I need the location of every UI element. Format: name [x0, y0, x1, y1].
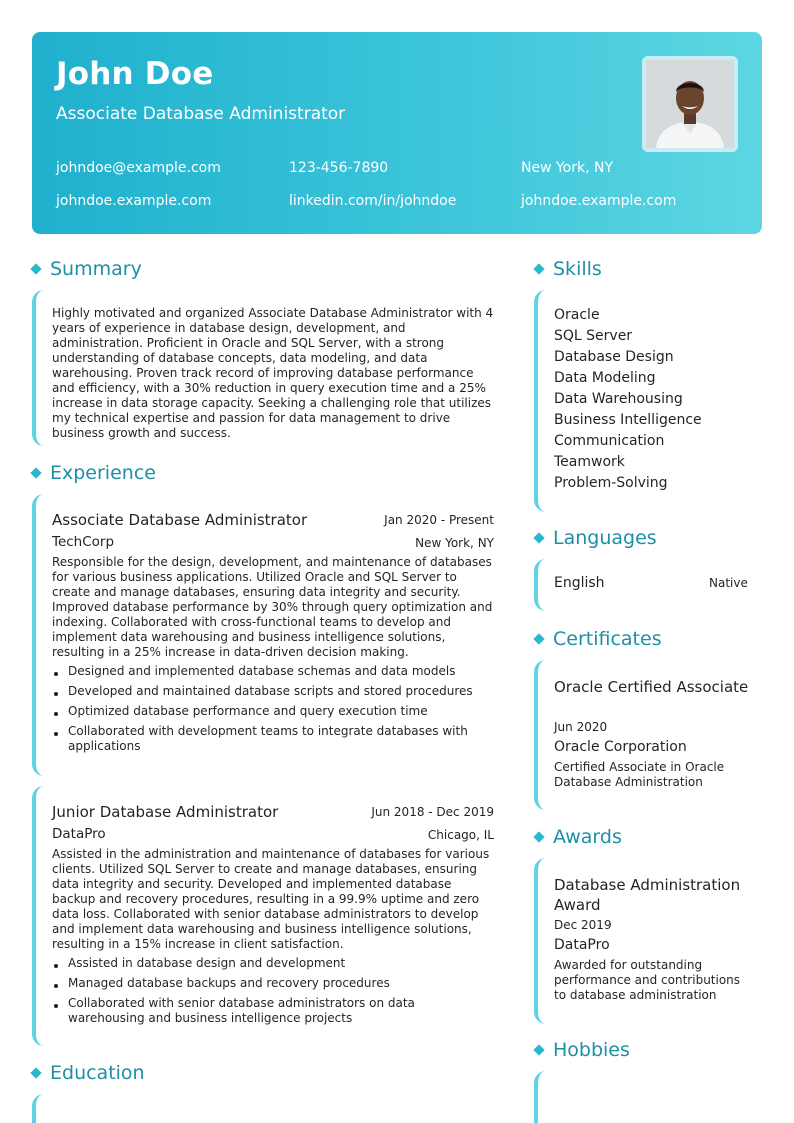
hobbies-heading-label: Hobbies [553, 1039, 630, 1061]
phone-text: 123-456-7890 [289, 160, 389, 176]
job-description: Responsible for the design, development, and maintenance of databases for various business applications. Utilized Oracle and SQL Server to create and manage databases, ensuring data integrity and security. Improved database performance by 30% through query optimization and indexing. Collaborated with cross-functional teams to develop and implement data warehousing and business intelligence solutions, resulting in a 25% increase in data-driven decision making. [52, 555, 493, 659]
website-link[interactable]: johndoe.example.com [56, 193, 212, 209]
list-item: Collaborated with senior database administrators on data warehousing and business intelligence projects [52, 996, 482, 1026]
job-location: New York, NY [415, 536, 494, 550]
skill-item: Data Warehousing [554, 391, 683, 407]
certificates-heading [533, 628, 662, 650]
list-item: Developed and maintained database scripts and stored procedures [52, 684, 482, 699]
diamond-icon [533, 633, 544, 644]
experience-heading [30, 462, 156, 484]
summary-heading [30, 258, 142, 280]
experience-heading-label: Experience [50, 462, 156, 484]
portfolio-link[interactable]: johndoe.example.com [521, 193, 677, 209]
award-date: Dec 2019 [554, 918, 612, 932]
email-link[interactable]: johndoe@example.com [56, 160, 221, 176]
skills-heading [533, 258, 602, 280]
job-bullets [52, 664, 482, 759]
skill-item: Teamwork [554, 454, 625, 470]
diamond-icon [533, 1044, 544, 1055]
hobbies-card [534, 1071, 762, 1123]
education-heading [30, 1062, 145, 1084]
skills-list [554, 305, 702, 494]
hobbies-heading [533, 1039, 630, 1061]
diamond-icon [533, 831, 544, 842]
summary-text: Highly motivated and organized Associate Database Administrator with 4 years of experience in database design, development, and administration. Proficient in Oracle and SQL Server, with a strong understanding of database concepts, data modeling, and data warehousing. Proven track record of improving database performance and efficiency, with a 30% reduction in query execution time and a 25% increase in data storage capacity. Seeking a challenging role that utilizes my technical expertise and passion for data management to drive business growth and success. [52, 306, 494, 440]
skill-item: Oracle [554, 307, 600, 323]
certificate-name: Oracle Certified Associate [554, 678, 749, 696]
skill-item: Data Modeling [554, 370, 656, 386]
diamond-icon [30, 467, 41, 478]
award-issuer: DataPro [554, 937, 610, 953]
job-company: DataPro [52, 826, 106, 842]
list-item: Optimized database performance and query execution time [52, 704, 482, 719]
job-date: Jun 2018 - Dec 2019 [371, 805, 494, 819]
awards-heading-label: Awards [553, 826, 622, 848]
list-item: Assisted in database design and development [52, 956, 482, 971]
job-bullets [52, 956, 482, 1031]
job-date: Jan 2020 - Present [384, 513, 494, 527]
education-heading-label: Education [50, 1062, 145, 1084]
skill-item: SQL Server [554, 328, 633, 344]
candidate-name: John Doe [56, 56, 214, 92]
linkedin-link[interactable]: linkedin.com/in/johndoe [289, 193, 457, 209]
languages-heading [533, 527, 657, 549]
summary-heading-label: Summary [50, 258, 142, 280]
resume-header [32, 32, 762, 234]
skill-item: Database Design [554, 349, 674, 365]
skill-item: Problem-Solving [554, 475, 668, 491]
certificates-heading-label: Certificates [553, 628, 662, 650]
language-level: Native [709, 576, 748, 590]
job-title: Associate Database Administrator [52, 511, 308, 529]
certificate-date: Jun 2020 [554, 720, 608, 734]
award-description: Awarded for outstanding performance and contributions to database administration [554, 958, 741, 1002]
job-company: TechCorp [52, 534, 115, 550]
job-title: Junior Database Administrator [52, 803, 279, 821]
list-item: Collaborated with development teams to integrate databases with applications [52, 724, 482, 754]
location-text: New York, NY [521, 160, 614, 176]
certificate-issuer: Oracle Corporation [554, 739, 687, 755]
person-photo-icon [646, 60, 734, 148]
education-card [32, 1094, 502, 1123]
languages-heading-label: Languages [553, 527, 657, 549]
award-name: Database Administration Award [554, 876, 741, 914]
job-location: Chicago, IL [427, 828, 494, 842]
skills-heading-label: Skills [553, 258, 602, 280]
job-description: Assisted in the administration and maintenance of databases for various clients. Utilized SQL Server to create and manage databases, ensuring data integrity and security. Developed and implemented database backup and recovery procedures, resulting in a 99.9% uptime and zero data loss. Collaborated with senior database administrators to develop and implement data warehousing and business intelligence solutions, resulting in a 15% increase in client satisfaction. [52, 847, 490, 951]
diamond-icon [533, 532, 544, 543]
diamond-icon [30, 263, 41, 274]
list-item: Managed database backups and recovery procedures [52, 976, 482, 991]
list-item: Designed and implemented database schemas and data models [52, 664, 482, 679]
language-name: English [554, 575, 605, 591]
diamond-icon [533, 263, 544, 274]
skill-item: Communication [554, 433, 665, 449]
skill-item: Business Intelligence [554, 412, 702, 428]
profile-photo [642, 56, 738, 152]
diamond-icon [30, 1067, 41, 1078]
candidate-role: Associate Database Administrator [56, 104, 346, 124]
certificate-description: Certified Associate in Oracle Database Administration [554, 760, 725, 789]
awards-heading [533, 826, 622, 848]
